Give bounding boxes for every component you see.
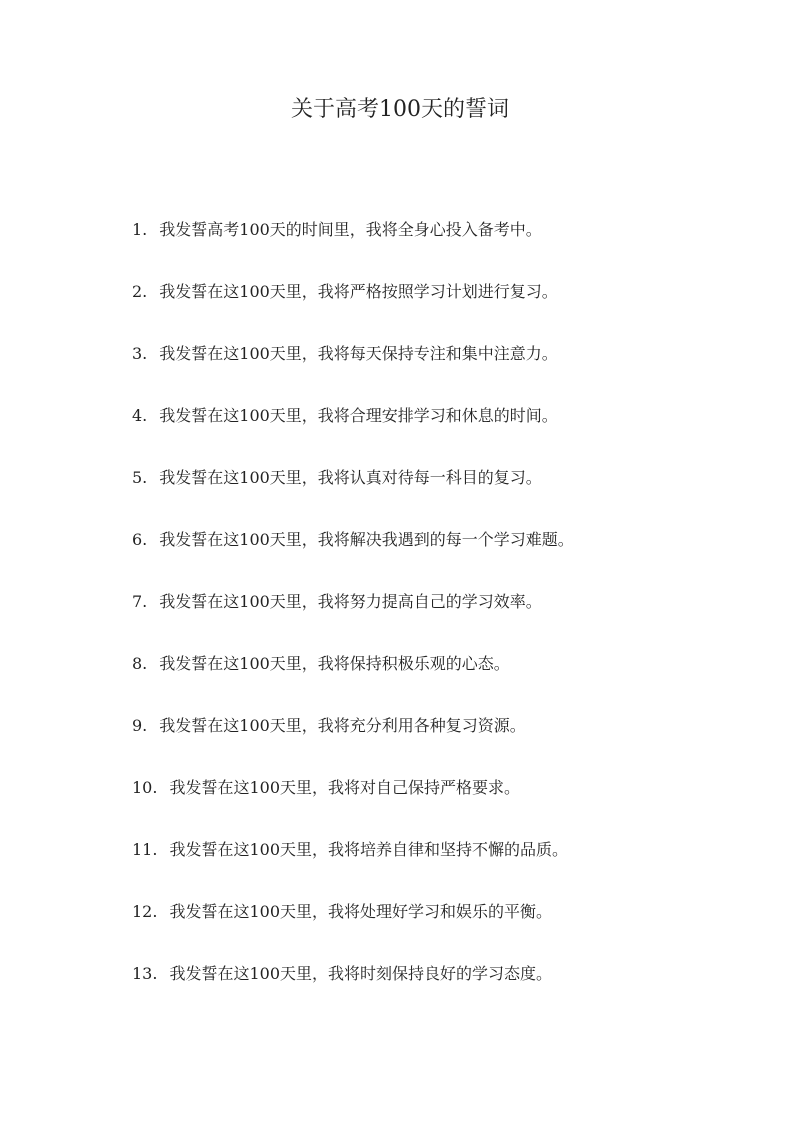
item-number: 8. (132, 654, 148, 673)
item-number: 6. (132, 530, 148, 549)
item-number: 11. (132, 840, 158, 859)
item-number: 7. (132, 592, 148, 611)
item-text: 我发誓在这100天里，我将处理好学习和娱乐的平衡。 (169, 902, 552, 921)
item-text: 我发誓在这100天里，我将合理安排学习和休息的时间。 (159, 406, 558, 425)
list-item (132, 772, 752, 834)
item-text: 我发誓在这100天里，我将时刻保持良好的学习态度。 (169, 964, 552, 983)
item-number: 9. (132, 716, 148, 735)
list-item (132, 834, 752, 896)
item-text: 我发誓在这100天里，我将每天保持专注和集中注意力。 (159, 344, 558, 363)
list-item (132, 648, 752, 710)
item-number: 12. (132, 902, 158, 921)
item-text: 我发誓高考100天的时间里，我将全身心投入备考中。 (159, 220, 542, 239)
item-text: 我发誓在这100天里，我将认真对待每一科目的复习。 (159, 468, 542, 487)
item-text: 我发誓在这100天里，我将努力提高自己的学习效率。 (159, 592, 542, 611)
pledge-list (132, 214, 752, 1020)
item-number: 10. (132, 778, 158, 797)
item-text: 我发誓在这100天里，我将严格按照学习计划进行复习。 (159, 282, 558, 301)
list-item (132, 710, 752, 772)
list-item (132, 338, 752, 400)
item-number: 1. (132, 220, 148, 239)
list-item (132, 524, 752, 586)
item-number: 5. (132, 468, 148, 487)
item-number: 3. (132, 344, 148, 363)
document-title: 关于高考100天的誓词 (291, 97, 509, 122)
item-text: 我发誓在这100天里，我将对自己保持严格要求。 (169, 778, 520, 797)
item-text: 我发誓在这100天里，我将充分利用各种复习资源。 (159, 716, 526, 735)
item-number: 2. (132, 282, 148, 301)
item-number: 13. (132, 964, 158, 983)
item-text: 我发誓在这100天里，我将保持积极乐观的心态。 (159, 654, 510, 673)
list-item (132, 958, 752, 1020)
list-item (132, 462, 752, 524)
item-text: 我发誓在这100天里，我将培养自律和坚持不懈的品质。 (169, 840, 568, 859)
list-item (132, 896, 752, 958)
list-item (132, 276, 752, 338)
list-item (132, 214, 752, 276)
list-item (132, 400, 752, 462)
item-text: 我发誓在这100天里，我将解决我遇到的每一个学习难题。 (159, 530, 574, 549)
item-number: 4. (132, 406, 148, 425)
list-item (132, 586, 752, 648)
